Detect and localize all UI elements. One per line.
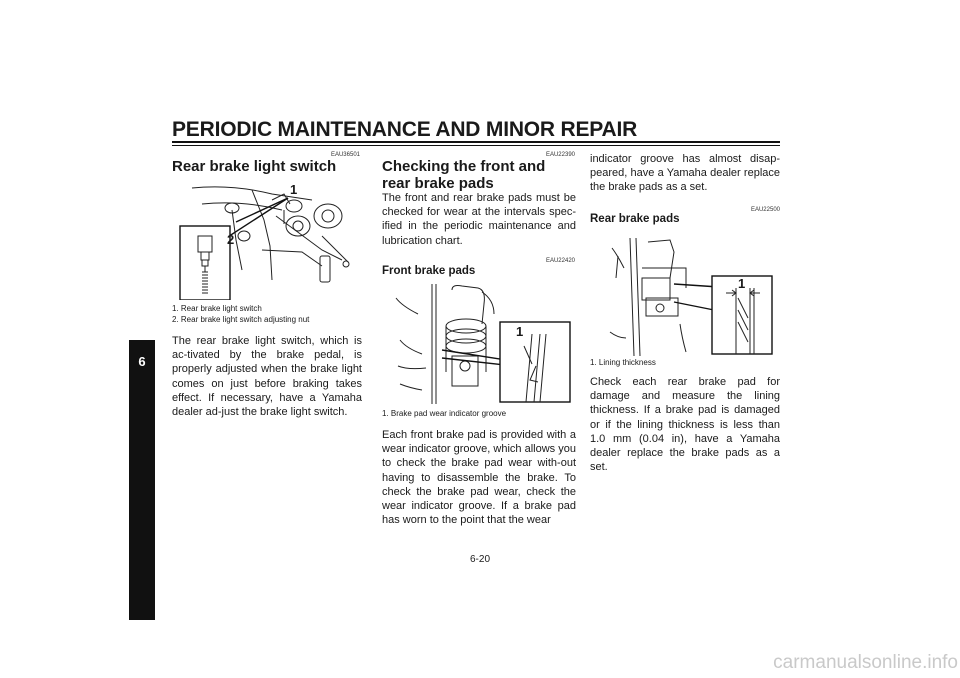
front-brake-illustration xyxy=(382,284,576,404)
caption-item: 2. Rear brake light switch adjusting nut xyxy=(172,315,310,324)
figure-caption-list xyxy=(590,357,780,368)
section-title-brake-pads: Checking the front and rear brake pads xyxy=(382,158,546,192)
subsection-title-front-brake-pads: Front brake pads xyxy=(382,265,476,277)
figure-caption-list xyxy=(382,408,576,419)
caption-item: 1. Lining thickness xyxy=(590,358,656,367)
caption-item: 1. Rear brake light switch xyxy=(172,304,262,313)
paragraph-rear-brake-light-switch: The rear brake light switch, which is ac-tivated by the brake pedal, is properly adjusted when the brake light comes on just before braking takes effect. If necessary, have a Yamaha dealer ad-just the brake light switch. xyxy=(172,335,362,419)
figure-callout-1: 1 xyxy=(738,276,746,291)
paragraph-brake-pads-intro: The front and rear brake pads must be checked for wear at the intervals spec-ified in the periodic maintenance and lubrication chart. xyxy=(382,192,576,247)
section-code: EAU22390 xyxy=(545,152,575,158)
paragraph-front-brake-pads: Each front brake pad is provided with a wear indicator groove, which allows you to check the brake pad wear with-out having to disassemble the brake. To check the brake pad wear, check the wear indicator groove. If a brake pad has worn to the point that the wear xyxy=(382,429,576,527)
page-header-title: PERIODIC MAINTENANCE AND MINOR REPAIR xyxy=(172,118,638,141)
section-code: EAU22420 xyxy=(545,258,575,264)
section-code: EAU36501 xyxy=(330,152,360,158)
figure-callout-1: 1 xyxy=(516,324,524,339)
watermark: carmanualsonline.info xyxy=(773,652,958,673)
section-code: EAU22500 xyxy=(750,207,780,213)
paragraph-rear-brake-pads: Check each rear brake pad for damage and measure the lining thickness. If a brake pad is damaged or if the lining thickness is less than 1.0 mm (0.04 in), have a Yamaha dealer replace the brake pads as a set. xyxy=(590,376,780,474)
section-title-rear-brake-light-switch: Rear brake light switch xyxy=(172,158,337,175)
paragraph-front-brake-pads-continued: indicator groove has almost disap-peared, have a Yamaha dealer replace the brake pads as a set. xyxy=(590,153,780,194)
caption-item: 1. Brake pad wear indicator groove xyxy=(382,409,507,418)
rear-brake-light-switch-figure xyxy=(172,180,360,300)
page-number: 6-20 xyxy=(469,554,490,565)
brake-switch-illustration xyxy=(172,180,360,300)
header-rule-thin xyxy=(172,145,780,146)
front-brake-pad-figure xyxy=(382,284,576,404)
figure-caption-list xyxy=(172,303,362,325)
rear-brake-pad-figure xyxy=(590,238,780,356)
header-rule xyxy=(172,141,780,143)
figure-callout-1: 1 xyxy=(290,182,298,197)
chapter-tab: 6 xyxy=(129,340,155,620)
rear-brake-illustration xyxy=(590,238,780,356)
figure-callout-2: 2 xyxy=(227,232,235,247)
subsection-title-rear-brake-pads: Rear brake pads xyxy=(590,213,680,225)
